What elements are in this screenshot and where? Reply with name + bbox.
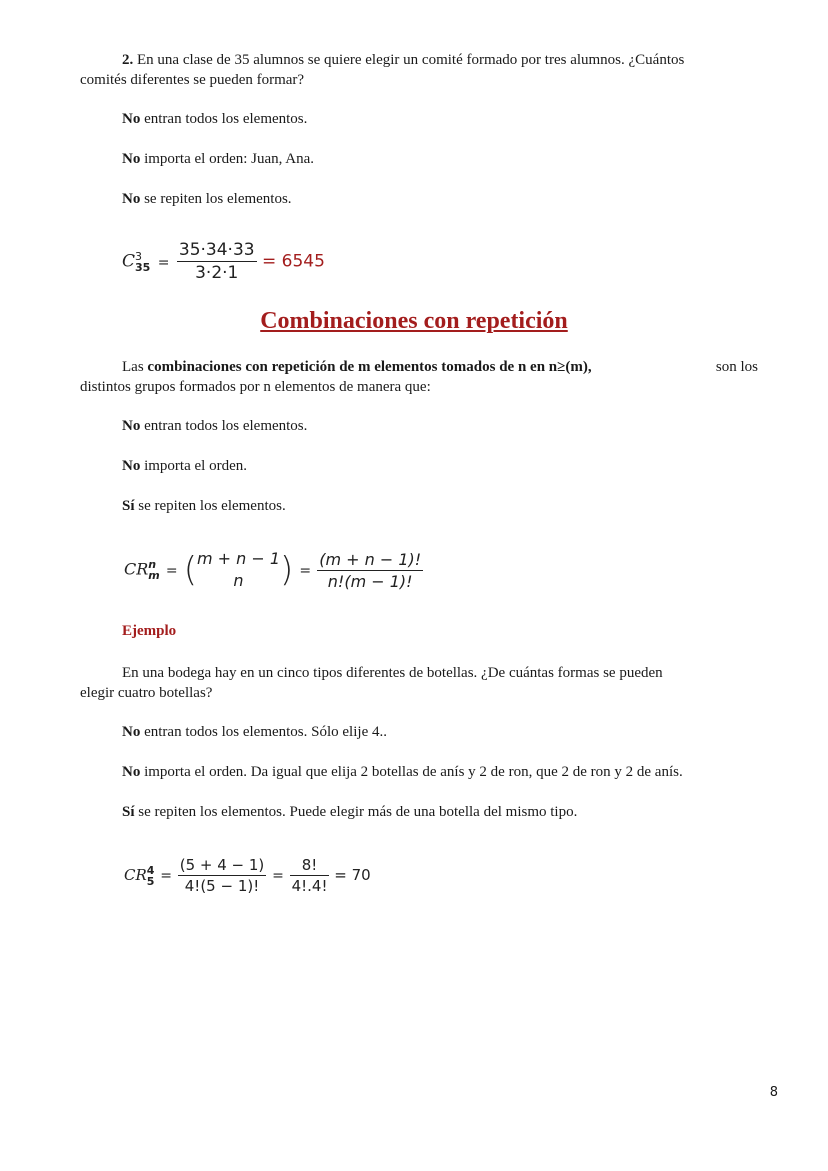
ex-condition-1: No entran todos los elementos. Sólo elije 4.. <box>122 724 387 740</box>
ex-condition-2: No importa el orden. Da igual que elija 2 botellas de anís y 2 de ron, que 2 de ron y 2 de anís. <box>122 764 683 780</box>
p2-condition-2: No importa el orden: Juan, Ana. <box>122 151 315 167</box>
ex-condition-3: Sí se repiten los elementos. Puede elegir más de una botella del mismo tipo. <box>122 804 578 820</box>
problem-2-text <box>80 50 758 90</box>
p2-condition-3: No se repiten los elementos. <box>122 191 292 207</box>
definition-text: Las combinaciones con repetición de m elementos tomados de n en n≥(m), son los distintos grupos formados por n elementos de manera que: <box>80 359 758 395</box>
formula-example-result: CR 4 5 = $\frac{(5 + 4 - 1)}{4!(5 - 1)!}$ = $\frac{8!}{4!.4!}$ = 70 <box>124 856 371 895</box>
problem-text-line1: En una clase de 35 alumnos se quiere elegir un comité formado por tres alumnos. ¿Cuántos <box>137 52 685 68</box>
formula-combinations-repetition: CR n m = ( m + n − 1 n ) = $\frac{(m + n - 1)!}{n!(m - 1)!}$ <box>124 549 422 591</box>
formula-combinations: C 3 35 = $\frac{35\cdot 34\cdot 33}{3\cdot 2\cdot 1}$ = 6545 <box>122 240 325 283</box>
problem-number: 2. <box>122 52 134 68</box>
def-condition-1: No entran todos los elementos. <box>122 418 308 434</box>
page-number: 8 <box>769 1085 778 1100</box>
problem-text-line2: comités diferentes se pueden formar? <box>80 72 305 88</box>
def-condition-3: Sí se repiten los elementos. <box>122 498 286 514</box>
p2-condition-1: No entran todos los elementos. <box>122 111 308 127</box>
example-text: En una bodega hay en un cinco tipos diferentes de botellas. ¿De cuántas formas se pueden elegir cuatro botellas? <box>80 665 663 701</box>
example-label: Ejemplo <box>122 623 177 639</box>
def-condition-2: No importa el orden. <box>122 458 247 474</box>
section-title: Combinaciones con repetición <box>260 308 568 334</box>
